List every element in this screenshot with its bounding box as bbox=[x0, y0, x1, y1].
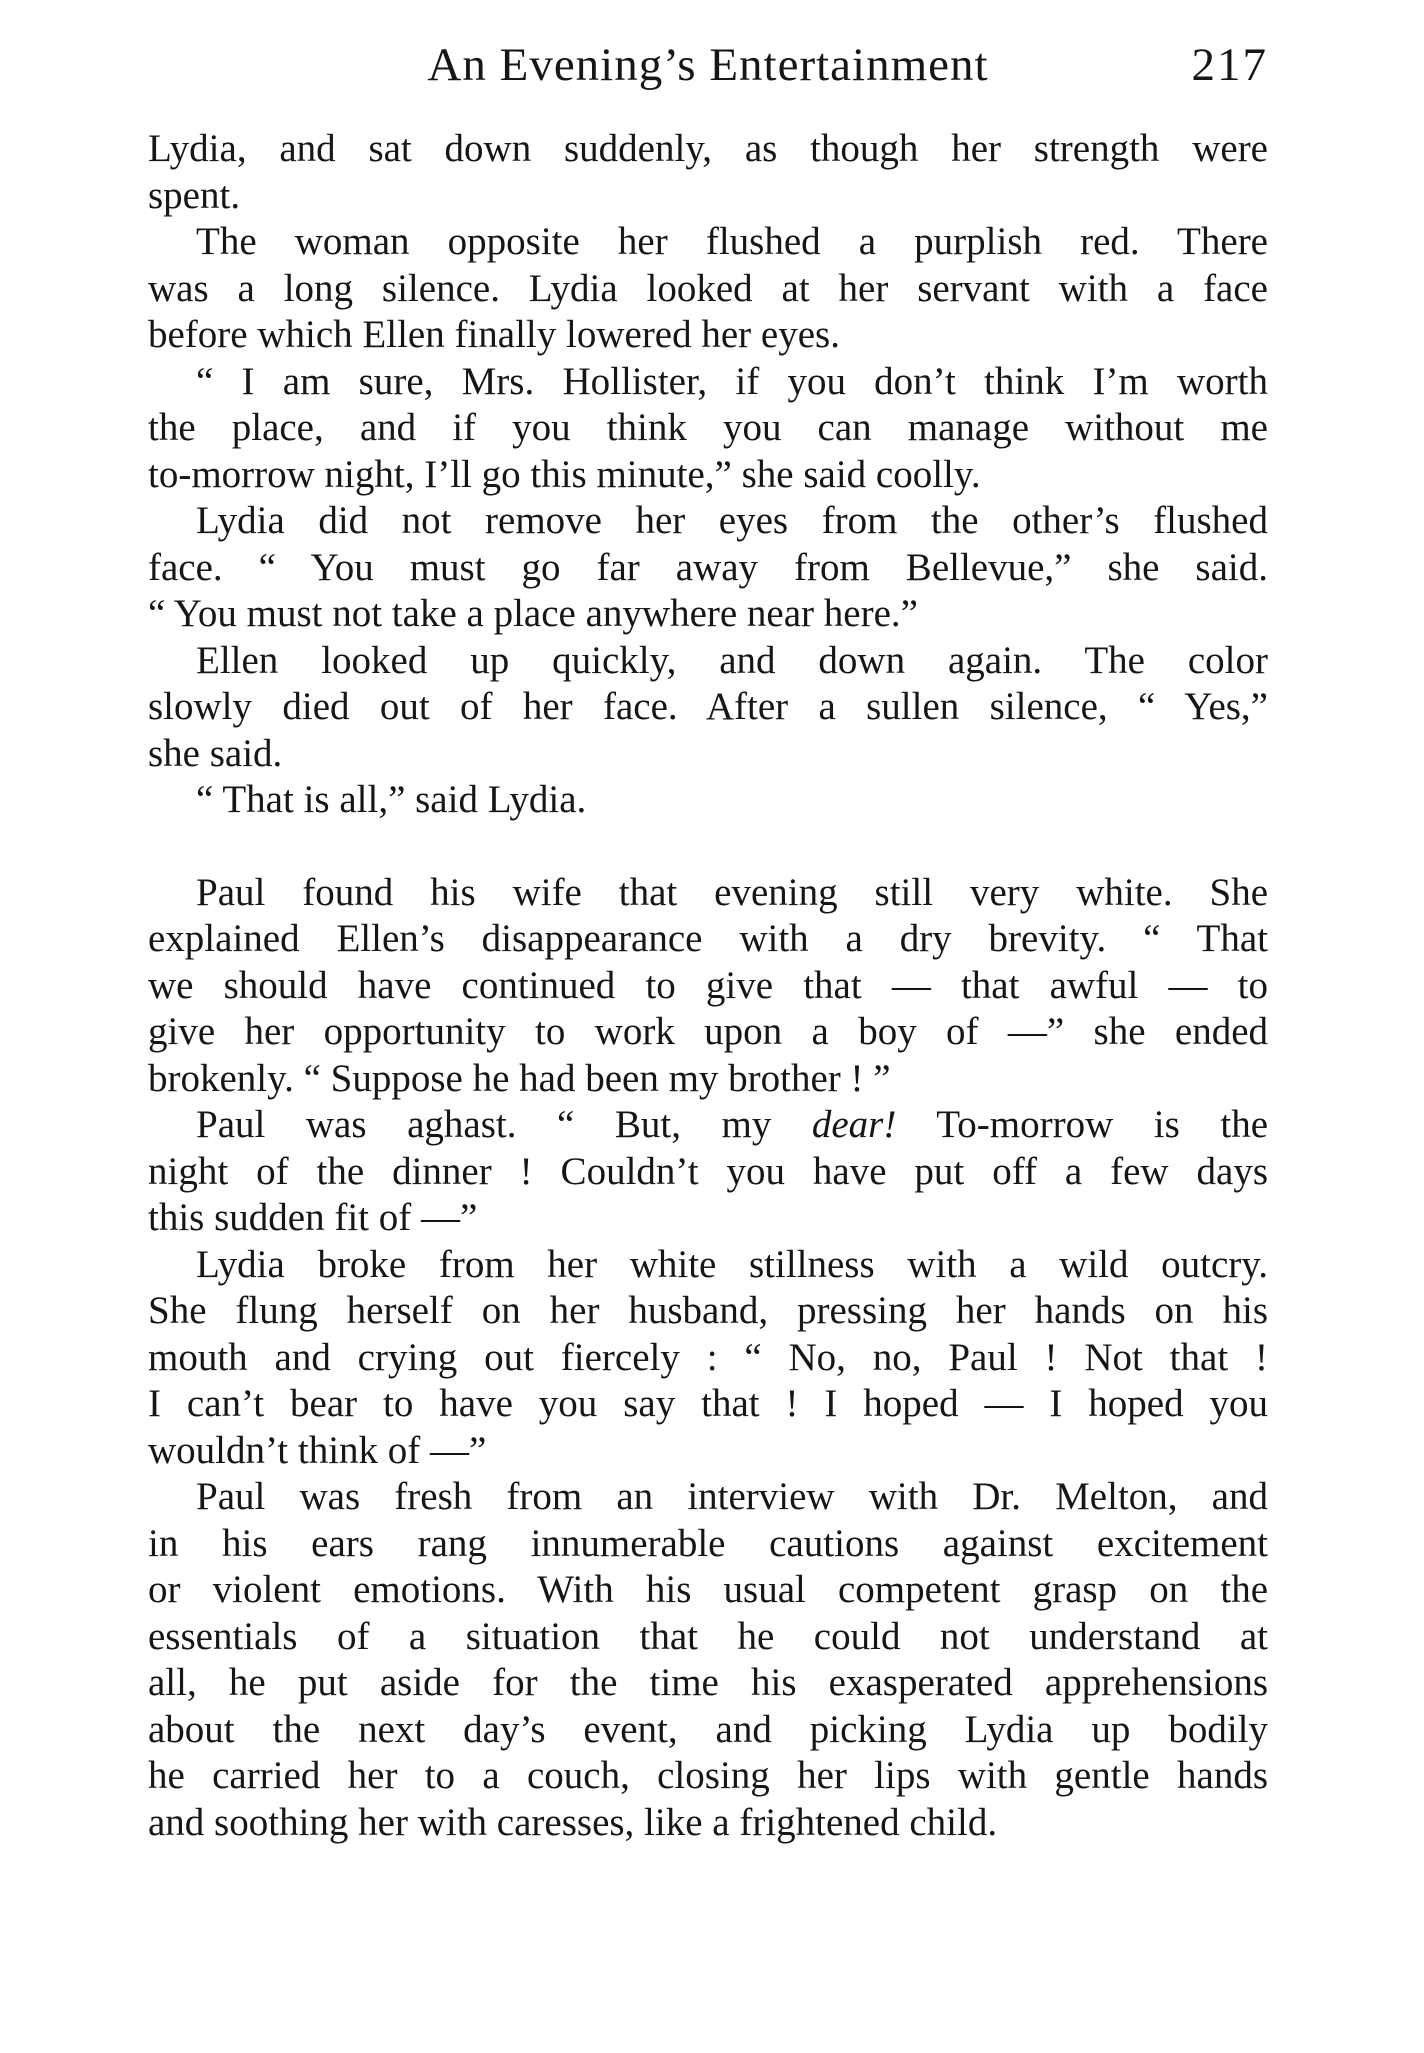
text-line: Lydia, and sat down suddenly, as though her strength were bbox=[148, 127, 1268, 170]
text-line: slowly died out of her face. After a sullen silence, “ Yes,” bbox=[148, 685, 1268, 728]
text-line: he carried her to a couch, closing her lips with gentle hands bbox=[148, 1754, 1268, 1797]
text-line: brokenly. “ Suppose he had been my brother ! ” bbox=[148, 1056, 891, 1100]
text-line: “ That is all,” said Lydia. bbox=[196, 778, 587, 821]
text-line: Ellen looked up quickly, and down again. The color bbox=[196, 638, 1268, 682]
text-line: and soothing her with caresses, like a frightened child. bbox=[148, 1800, 998, 1844]
text-line bbox=[148, 1102, 1268, 1149]
text-line: mouth and crying out fiercely : “ No, no, Paul ! Not that ! bbox=[148, 1335, 1268, 1379]
text-line: in his ears rang innumerable cautions against excitement bbox=[148, 1521, 1268, 1565]
text-line: face. “ You must go far away from Bellevue,” she said. bbox=[148, 545, 1268, 589]
page-header bbox=[148, 30, 1268, 100]
text-line: She flung herself on her husband, pressing her hands on his bbox=[148, 1289, 1268, 1332]
text-line: all, he put aside for the time his exasperated apprehensions bbox=[148, 1661, 1268, 1704]
text-run: Paul was aghast. “ But, my bbox=[196, 1103, 812, 1146]
page-number: 217 bbox=[1191, 39, 1268, 91]
text-line: before which Ellen finally lowered her eyes. bbox=[148, 313, 840, 356]
text-line: night of the dinner ! Couldn’t you have put off a few days bbox=[148, 1149, 1268, 1193]
text-line: Lydia broke from her white stillness with a wild outcry. bbox=[196, 1242, 1268, 1286]
text-line: this sudden fit of —” bbox=[148, 1196, 478, 1239]
text-line: spent. bbox=[148, 173, 241, 217]
emphasis-text: dear! bbox=[811, 1103, 897, 1146]
text-line: about the next day’s event, and picking Lydia up bodily bbox=[148, 1707, 1268, 1751]
text-run: To-morrow is the bbox=[896, 1103, 1268, 1146]
text-line: Lydia did not remove her eyes from the other’s flushed bbox=[196, 499, 1268, 542]
text-line: or violent emotions. With his usual competent grasp on the bbox=[148, 1568, 1268, 1611]
text-line: “ I am sure, Mrs. Hollister, if you don’t think I’m worth bbox=[196, 359, 1268, 403]
text-line: explained Ellen’s disappearance with a dry brevity. “ That bbox=[148, 917, 1268, 960]
text-line: to-morrow night, I’ll go this minute,” she said coolly. bbox=[148, 452, 981, 496]
text-line: The woman opposite her flushed a purplish red. There bbox=[196, 220, 1268, 263]
text-line: the place, and if you think you can manage without me bbox=[148, 406, 1268, 449]
text-line: give her opportunity to work upon a boy of —” she ended bbox=[148, 1010, 1268, 1053]
text-line: essentials of a situation that he could not understand at bbox=[148, 1614, 1268, 1658]
text-line: “ You must not take a place anywhere near here.” bbox=[148, 592, 918, 635]
text-line: she said. bbox=[148, 731, 283, 775]
text-line: we should have continued to give that — that awful — to bbox=[148, 963, 1268, 1007]
text-line: Paul found his wife that evening still very white. She bbox=[196, 870, 1268, 914]
body-text bbox=[148, 126, 1268, 1846]
text-line: wouldn’t think of —” bbox=[148, 1428, 487, 1472]
section-break bbox=[148, 824, 1268, 870]
text-line: I can’t bear to have you say that ! I hoped — I hoped you bbox=[148, 1382, 1268, 1425]
text-line: was a long silence. Lydia looked at her servant with a face bbox=[148, 266, 1268, 310]
text-line: Paul was fresh from an interview with Dr. Melton, and bbox=[196, 1475, 1268, 1518]
running-title: An Evening’s Entertainment bbox=[427, 39, 989, 91]
